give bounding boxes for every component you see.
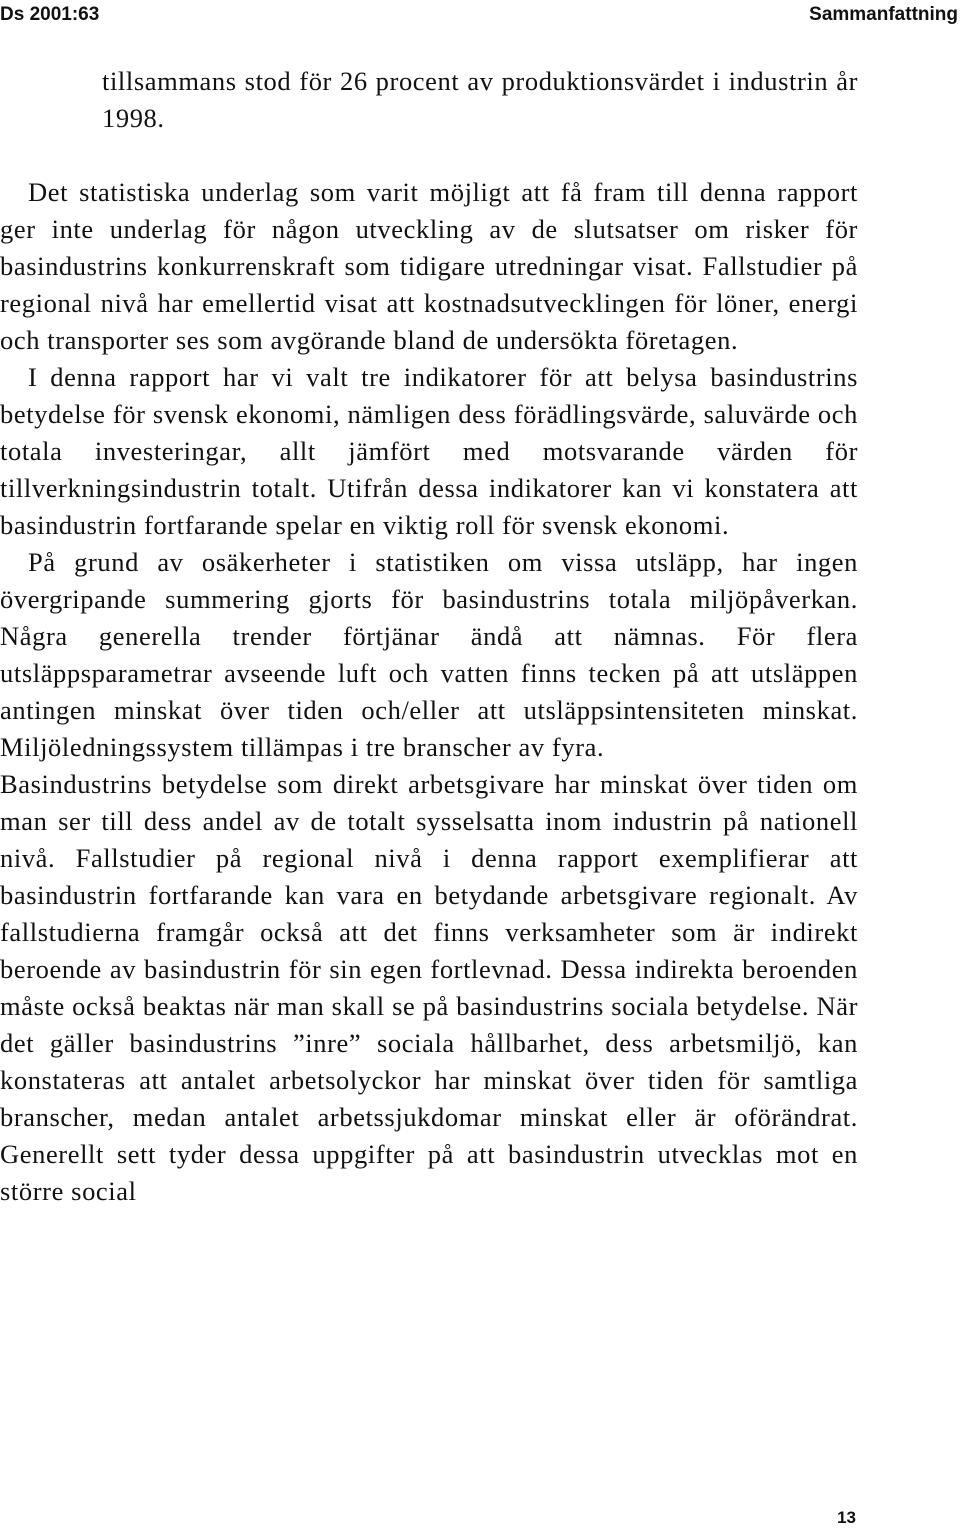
paragraph-2: I denna rapport har vi valt tre indikatorer för att belysa basindustrins betydelse för svensk ekonomi, nämligen dess förädlingsvärde, saluvärde och totala investeringar, allt jämfört med motsvarande värden för tillverkningsindustrin totalt. Utifrån dessa indikatorer kan vi konstatera att basindustrin fortfarande spelar en viktig roll för svensk ekonomi. <box>0 362 858 540</box>
paragraph-4: Basindustrins betydelse som direkt arbetsgivare har minskat över tiden om man ser till dess andel av de totalt sysselsatta inom industrin på nationell nivå. Fallstudier på regional nivå i denna rapport exemplifierar att basindustrin fortfarande kan vara en betydande arbetsgivare regionalt. Av fallstudierna framgår också att det finns verksamheter som är indirekt beroende av basindustrin för sin egen fortlevnad. Dessa indirekta beroenden måste också beaktas när man skall se på basindustrins sociala betydelse. När det gäller basindustrins ”inre” sociala hållbarhet, dess arbetsmiljö, kan konstateras att antalet arbetsolyckor har minskat över tiden för samtliga branscher, medan antalet arbetssjukdomar minskat eller är oförändrat. Generellt sett tyder dessa uppgifter på att basindustrin utvecklas mot en större social <box>0 769 858 1206</box>
paragraph-3: På grund av osäkerheter i statistiken om vissa utsläpp, har ingen övergripande summering gjorts för basindustrins totala miljöpåverkan. Några generella trender förtjänar ändå att nämnas. För flera utsläppsparametrar avseende luft och vatten finns tecken på att utsläppen antingen minskat över tiden och/eller att utsläppsintensiteten minskat. Miljöledningssystem tillämpas i tre branscher av fyra. <box>0 547 858 762</box>
body-text <box>0 63 858 1210</box>
document-reference: Ds 2001:63 <box>0 4 100 25</box>
running-header <box>0 0 960 30</box>
paragraph-intro: tillsammans stod för 26 procent av produktionsvärdet i industrin år 1998. <box>102 66 858 133</box>
page-number: 13 <box>837 1508 856 1527</box>
paragraph-1: Det statistiska underlag som varit möjligt att få fram till denna rapport ger inte underlag för någon utveckling av de slutsatser om risker för basindustrins konkurrenskraft som tidigare utredningar visat. Fallstudier på regional nivå har emellertid visat att kostnadsutvecklingen för löner, energi och transporter ses som avgörande bland de undersökta företagen. <box>0 177 858 355</box>
section-title: Sammanfattning <box>809 4 958 25</box>
